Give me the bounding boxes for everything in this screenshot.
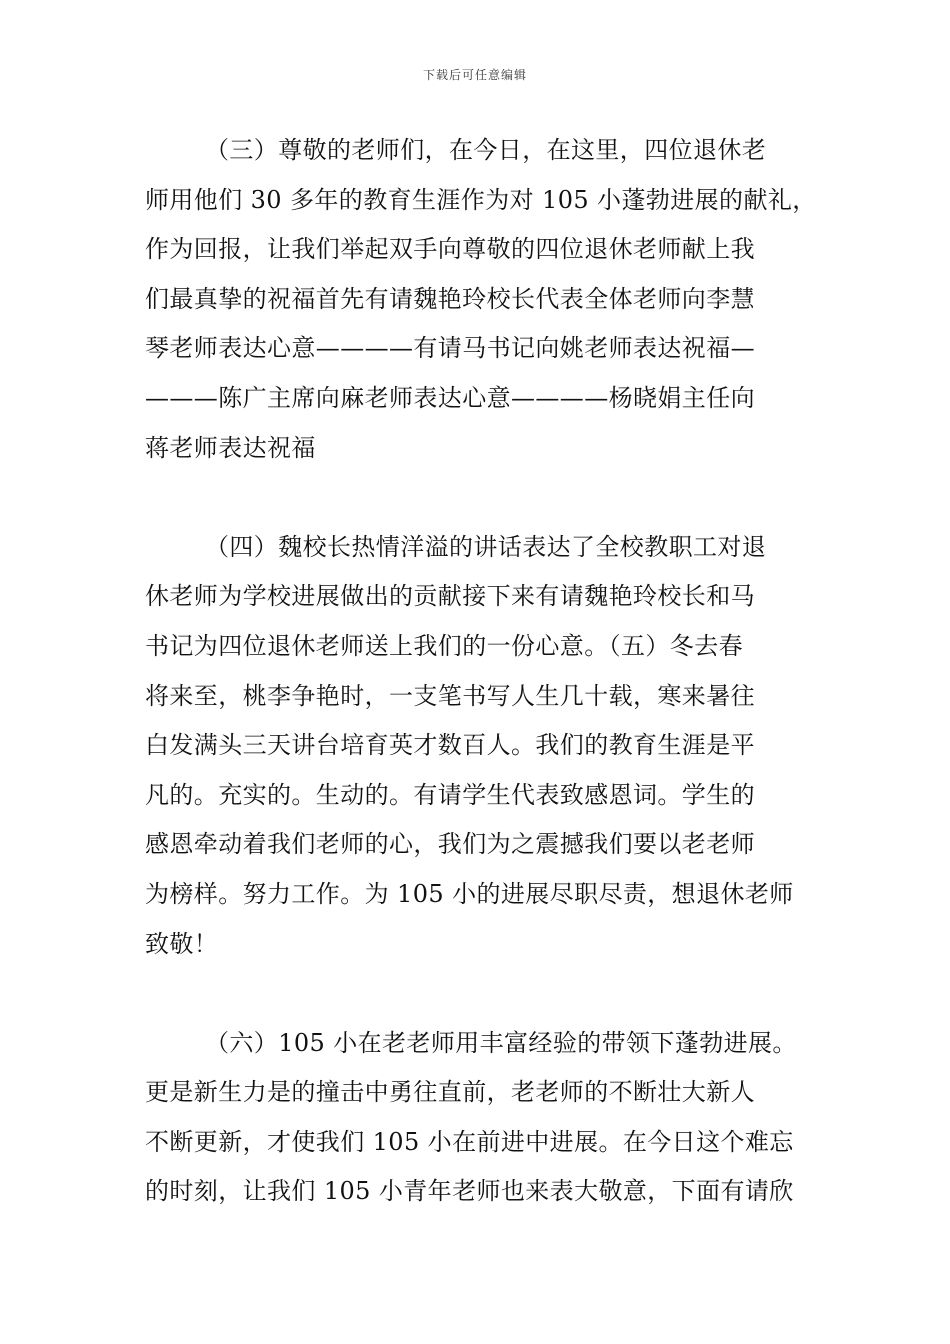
paragraph-line: （四）魏校长热情洋溢的讲话表达了全校教职工对退 [205, 532, 767, 561]
paragraph-line: 白发满头三天讲台培育英才数百人。我们的教育生涯是平 [145, 731, 755, 760]
paragraph-line: 蒋老师表达祝福 [145, 433, 316, 462]
paragraph-line: 师用他们 30 多年的教育生涯作为对 105 小蓬勃进展的献礼， [145, 185, 817, 214]
paragraph-line: 琴老师表达心意————有请马书记向姚老师表达祝福— [145, 334, 755, 363]
paragraph-gap [145, 969, 811, 1019]
paragraph-line: 将来至，桃李争艳时，一支笔书写人生几十载，寒来暑往 [145, 681, 755, 710]
paragraph-line: 致敬！ [145, 929, 219, 958]
paragraph-line: 感恩牵动着我们老师的心，我们为之震撼我们要以老老师 [145, 830, 755, 859]
paragraph-line: 更是新生力是的撞击中勇往直前，老老师的不断壮大新人 [145, 1078, 755, 1107]
paragraph-line: （六）105 小在老老师用丰富经验的带领下蓬勃进展。 [205, 1028, 797, 1057]
paragraph-line: ———陈广主席向麻老师表达心意————杨晓娟主任向 [145, 383, 755, 412]
paragraph-line: 的时刻，让我们 105 小青年老师也来表大敬意，下面有请欣 [145, 1177, 794, 1206]
paragraph-6 [145, 1019, 811, 1217]
paragraph-line: 凡的。充实的。生动的。有请学生代表致感恩词。学生的 [145, 780, 755, 809]
paragraph-line: 不断更新，才使我们 105 小在前进中进展。在今日这个难忘 [145, 1127, 794, 1156]
paragraph-3 [145, 126, 817, 473]
document-body [145, 126, 817, 1217]
paragraph-line: 作为回报，让我们举起双手向尊敬的四位退休老师献上我 [145, 235, 755, 264]
paragraph-line: （三）尊敬的老师们，在今日，在这里，四位退休老 [205, 136, 767, 164]
paragraph-4 [145, 523, 811, 969]
paragraph-line: 们最真挚的祝福首先有请魏艳玲校长代表全体老师向李慧 [145, 284, 755, 313]
page-header: 下载后可任意编辑 [422, 68, 527, 82]
paragraph-gap [145, 473, 811, 523]
paragraph-line: 书记为四位退休老师送上我们的一份心意。（五）冬去春 [145, 631, 743, 660]
paragraph-line: 休老师为学校进展做出的贡献接下来有请魏艳玲校长和马 [145, 582, 755, 611]
paragraph-line: 为榜样。努力工作。为 105 小的进展尽职尽责，想退休老师 [145, 879, 794, 908]
